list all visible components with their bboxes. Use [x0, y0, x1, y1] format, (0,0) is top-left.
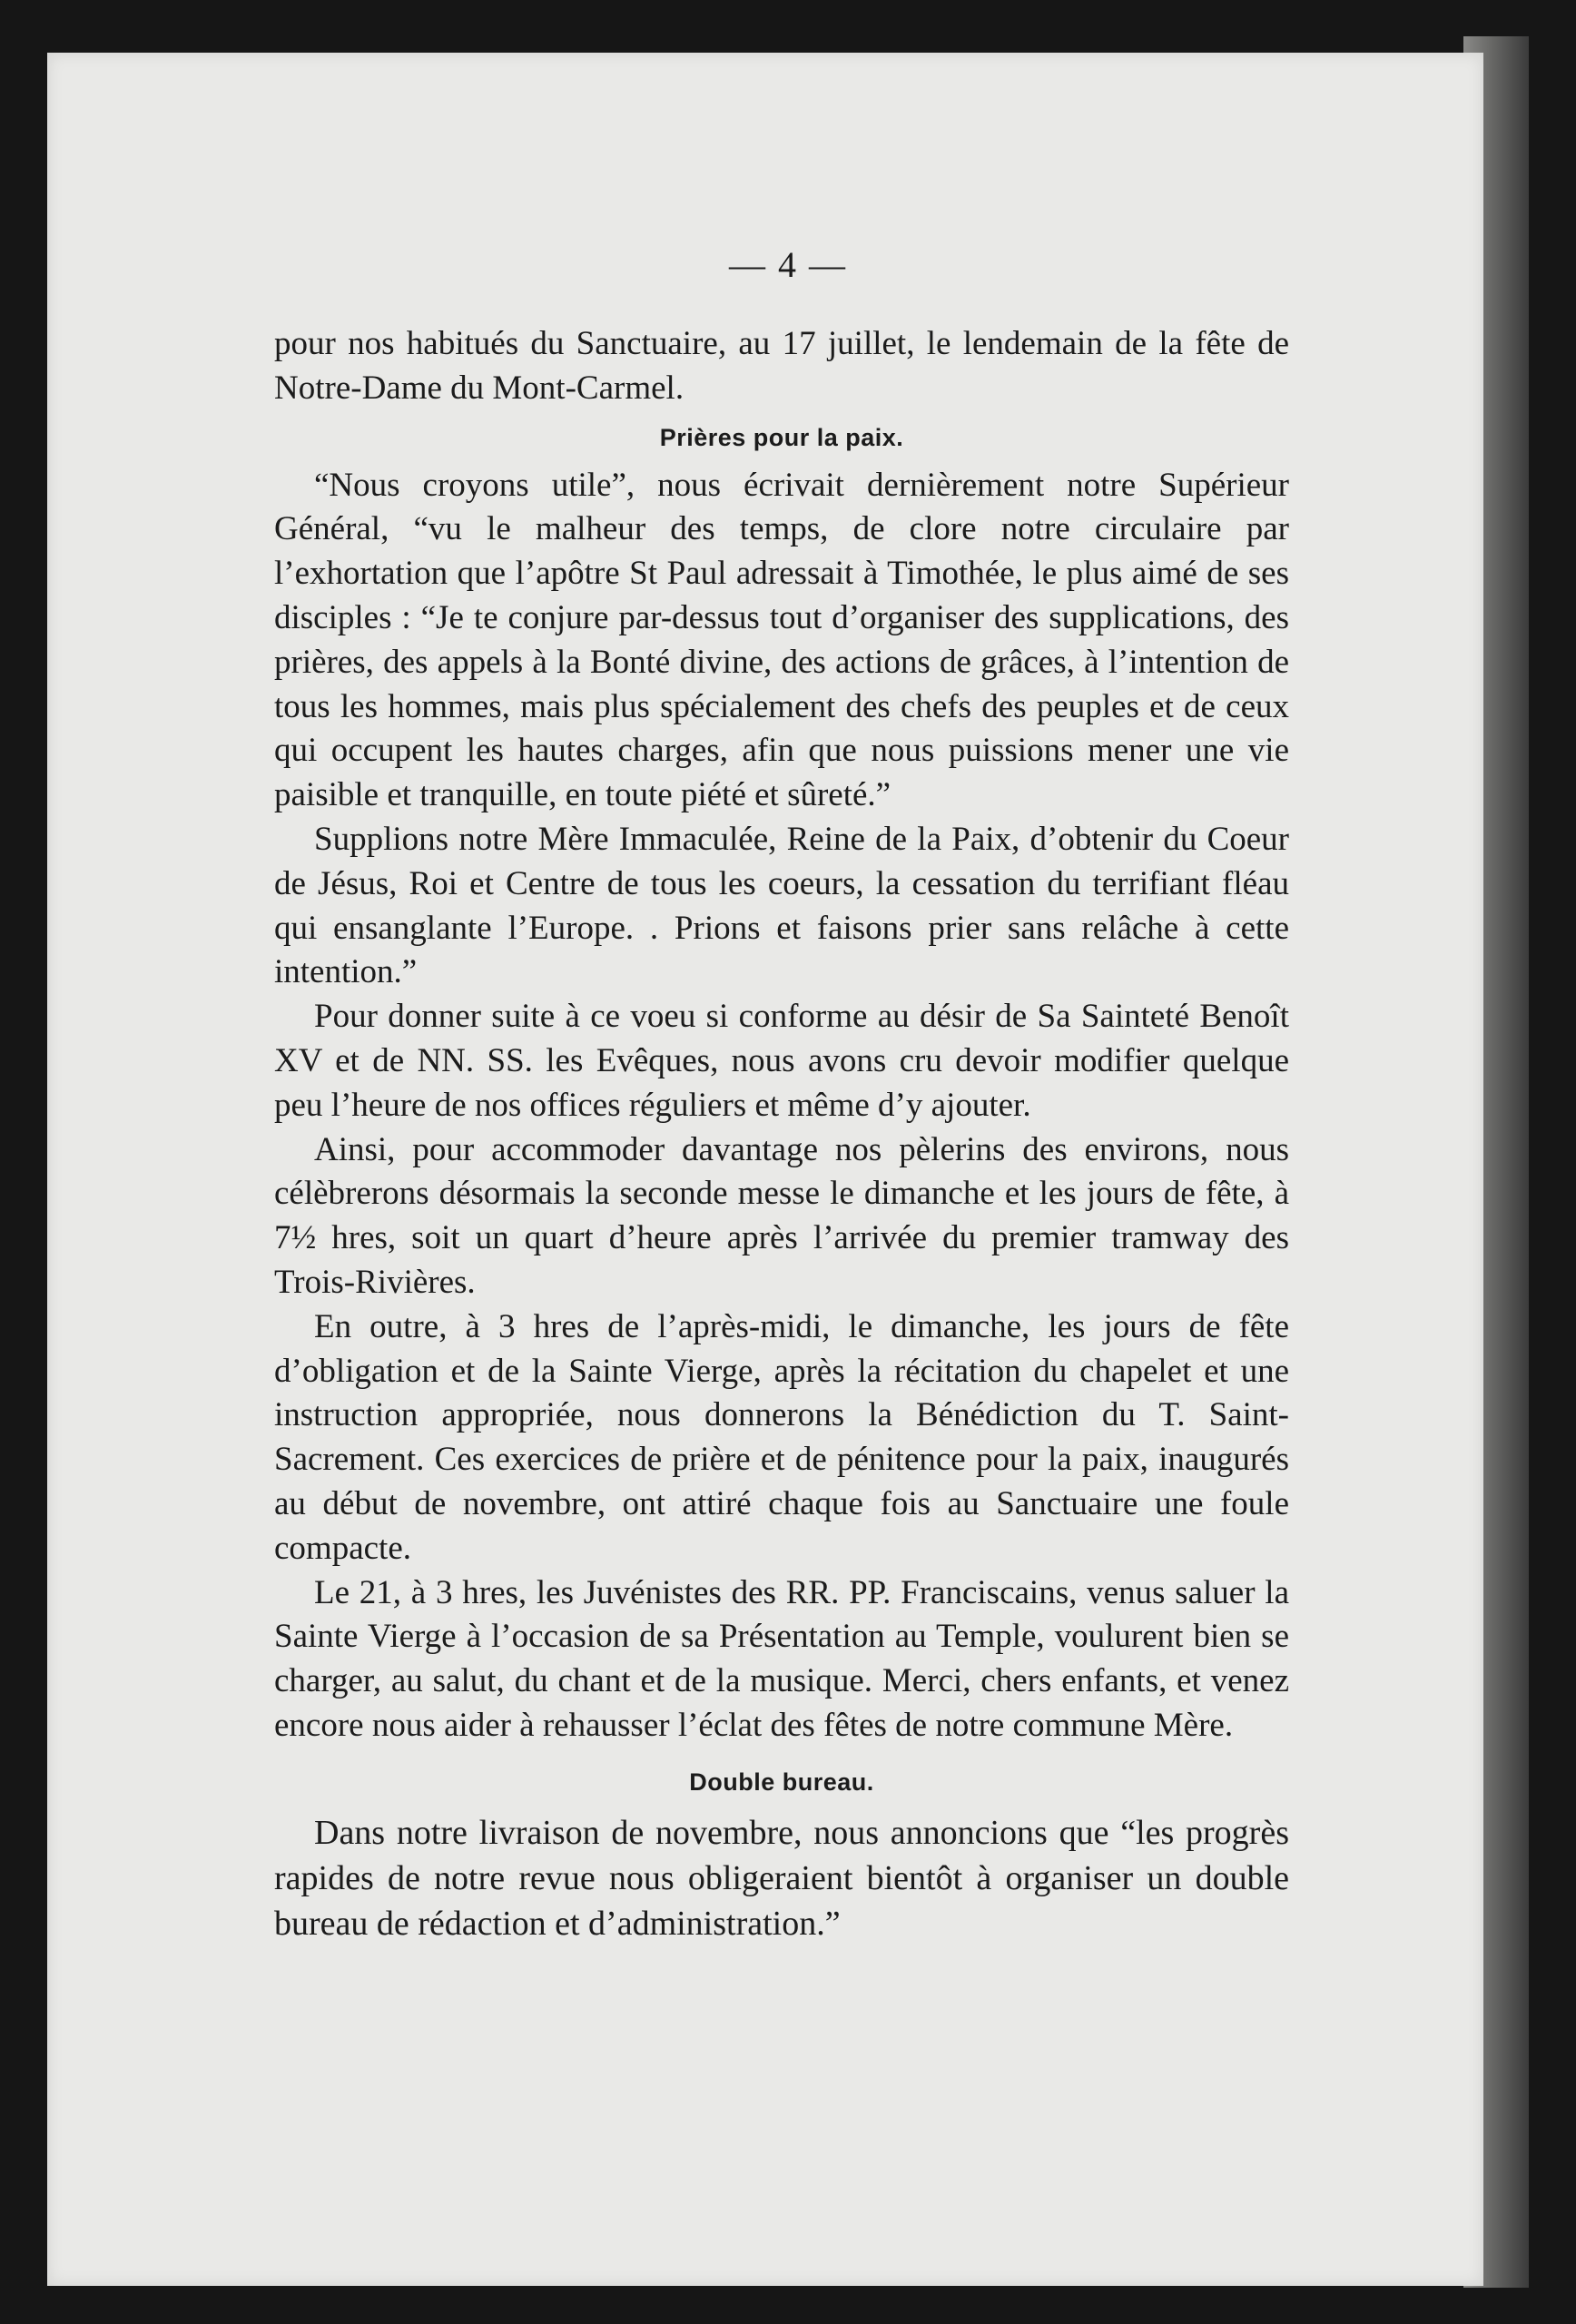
section-heading-double-bureau: Double bureau.: [689, 1768, 874, 1796]
paragraph-2: Supplions notre Mère Immaculée, Reine de la Paix, d’obtenir du Coeur de Jésus, Roi et Centre de tous les coeurs, la cessation du terrifiant fléau qui ensanglante l’Europe. . Prions et faisons prier sans relâche à cette intention.”: [274, 820, 1289, 991]
body-text: [274, 322, 1289, 1946]
paragraph-6: Le 21, à 3 hres, les Juvénistes des RR. PP. Franciscains, venus saluer la Sainte Vierge à l’occasion de sa Présentation au Temple, voulurent bien se charger, au salut, du chant et de la musique. Merci, chers enfants, et venez encore nous aider à rehausser l’éclat des fêtes de notre commune Mère.: [274, 1573, 1289, 1744]
paragraph-4: Ainsi, pour accommoder davantage nos pèlerins des environs, nous célèbrerons désormais la seconde messe le dimanche et les jours de fête, à 7½ hres, soit un quart d’heure après l’arrivée du premier tramway des Trois-Rivières.: [274, 1130, 1289, 1301]
page-number: — 4 —: [729, 244, 847, 285]
intro-paragraph: pour nos habitués du Sanctuaire, au 17 juillet, le lendemain de la fête de Notre-Dame du Mont-Carmel.: [274, 325, 1289, 407]
paragraph-1: “Nous croyons utile”, nous écrivait dernièrement notre Supérieur Général, “vu le malheur des temps, de clore notre circulaire par l’exhortation que l’apôtre St Paul adressait à Timothée, le plus aimé de ses disciples : “Je te conjure par-dessus tout d’organiser des supplications, des prières, des appels à la Bonté divine, des actions de grâces, à l’intention de tous les hommes, mais plus spécialement des chefs des peuples et de ceux qui occupent les hautes charges, afin que nous puissions mener une vie paisible et tranquille, en toute piété et sûreté.”: [274, 466, 1289, 814]
paragraph-7: Dans notre livraison de novembre, nous annoncions que “les progrès rapides de notre revue nous obligeraient bientôt à organiser un double bureau de rédaction et d’administration.”: [274, 1813, 1289, 1943]
paragraph-3: Pour donner suite à ce voeu si conforme au désir de Sa Sainteté Benoît XV et de NN. SS. les Evêques, nous avons cru devoir modifier quelque peu l’heure de nos offices réguliers et même d’y ajouter.: [274, 998, 1289, 1124]
paragraph-5: En outre, à 3 hres de l’après-midi, le dimanche, les jours de fête d’obligation et de la Sainte Vierge, après la récitation du chapelet et une instruction appropriée, nous donnerons la Bénédiction du T. Saint-Sacrement. Ces exercices de prière et de pénitence pour la paix, inaugurés au début de novembre, ont attiré chaque fois au Sanctuaire une foule compacte.: [274, 1307, 1289, 1567]
section-heading-prieres: Prières pour la paix.: [659, 423, 904, 451]
